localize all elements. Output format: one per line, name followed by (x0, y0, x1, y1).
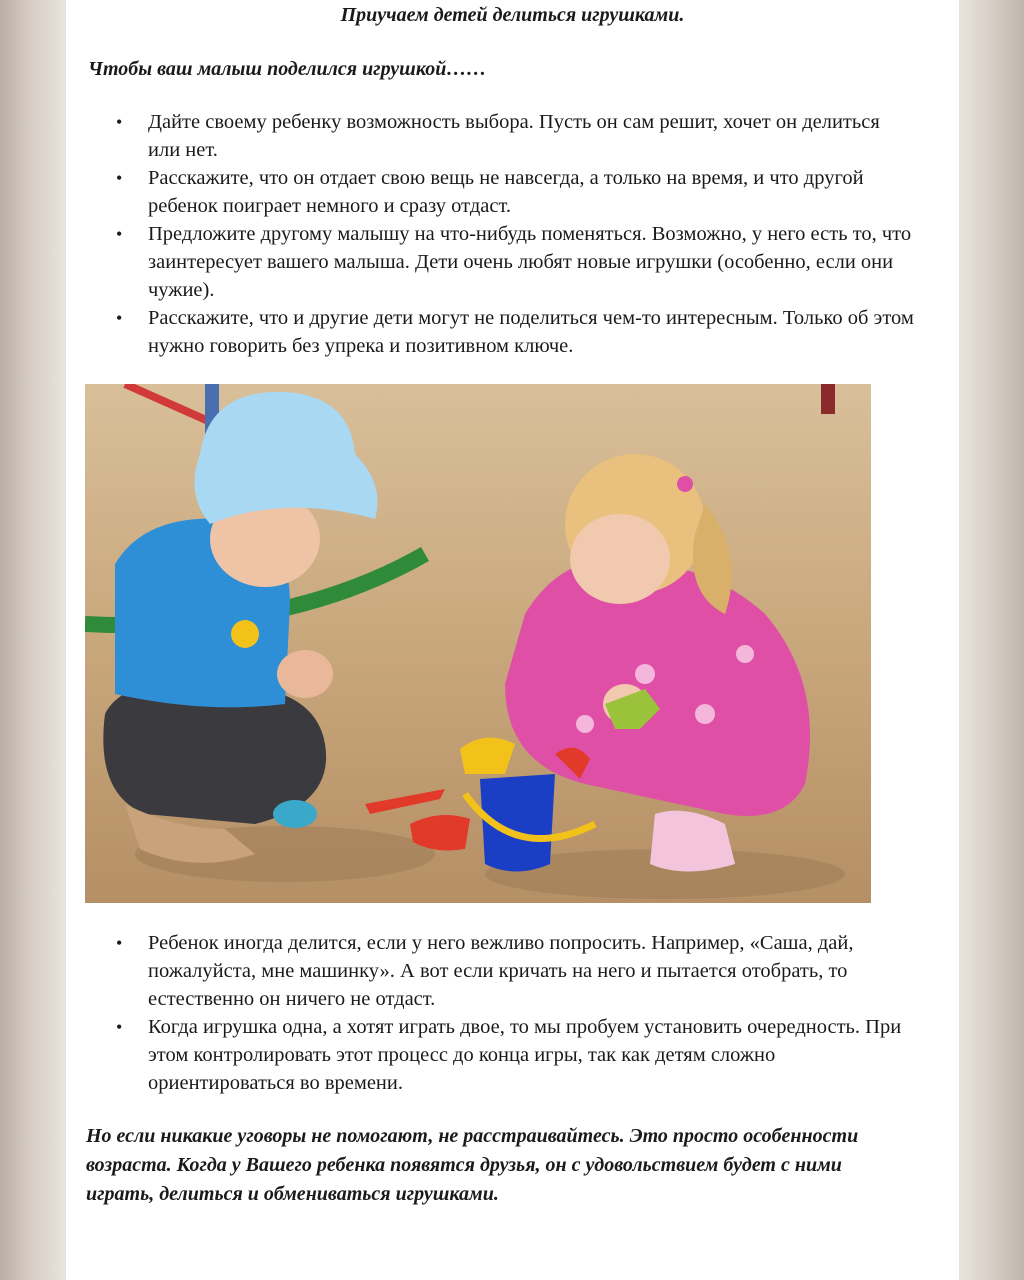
tip-text: Предложите другому малышу на что-нибудь поменяться. Возможно, у него есть то, что заинтересует вашего малыша. Дети очень любят новые игрушки (особенно, если они чужие). (148, 223, 912, 301)
document-title: Приучаем детей делиться игрушками. (340, 4, 685, 26)
bullet-icon: • (116, 112, 123, 132)
tip-text: Ребенок иногда делится, если у него вежливо попросить. Например, «Саша, дай, пожалуйста, мне машинку». А вот если кричать на него и пытается отобрать, то естественно он ничего не отдаст. (148, 932, 854, 1010)
bullet-icon: • (116, 308, 123, 328)
bullet-icon: • (116, 224, 123, 244)
conclusion-paragraph: Но если никакие уговоры не помогают, не расстраивайтесь. Это просто особенности возраста. Когда у Вашего ребенка появятся друзья, он с удовольствием будет с ними играть, делиться и обмениваться игрушками. (86, 1125, 859, 1205)
bullet-icon: • (116, 933, 123, 953)
tip-text: Расскажите, что и другие дети могут не поделиться чем-то интересным. Только об этом нужно говорить без упрека и позитивном ключе. (148, 307, 914, 357)
list-item (114, 1013, 914, 1097)
tips-list-top (114, 108, 914, 360)
children-playing-sandbox-photo (85, 384, 871, 903)
bullet-icon: • (116, 1017, 123, 1037)
bullet-icon: • (116, 168, 123, 188)
tip-text: Расскажите, что он отдает свою вещь не навсегда, а только на время, и что другой ребенок поиграет немного и сразу отдаст. (148, 167, 864, 217)
tip-text: Когда игрушка одна, а хотят играть двое, то мы пробуем установить очередность. При этом контролировать этот процесс до конца игры, так как детям сложно ориентироваться во времени. (148, 1016, 902, 1094)
list-item (114, 108, 914, 164)
tips-list-bottom (114, 929, 914, 1097)
document-subtitle: Чтобы ваш малыш поделился игрушкой…… (88, 58, 487, 80)
tip-text: Дайте своему ребенку возможность выбора. Пусть он сам решит, хочет он делиться или нет. (148, 111, 880, 161)
list-item (114, 929, 914, 1013)
list-item (114, 220, 914, 304)
list-item (114, 304, 914, 360)
list-item (114, 164, 914, 220)
document-page (66, 0, 959, 1280)
